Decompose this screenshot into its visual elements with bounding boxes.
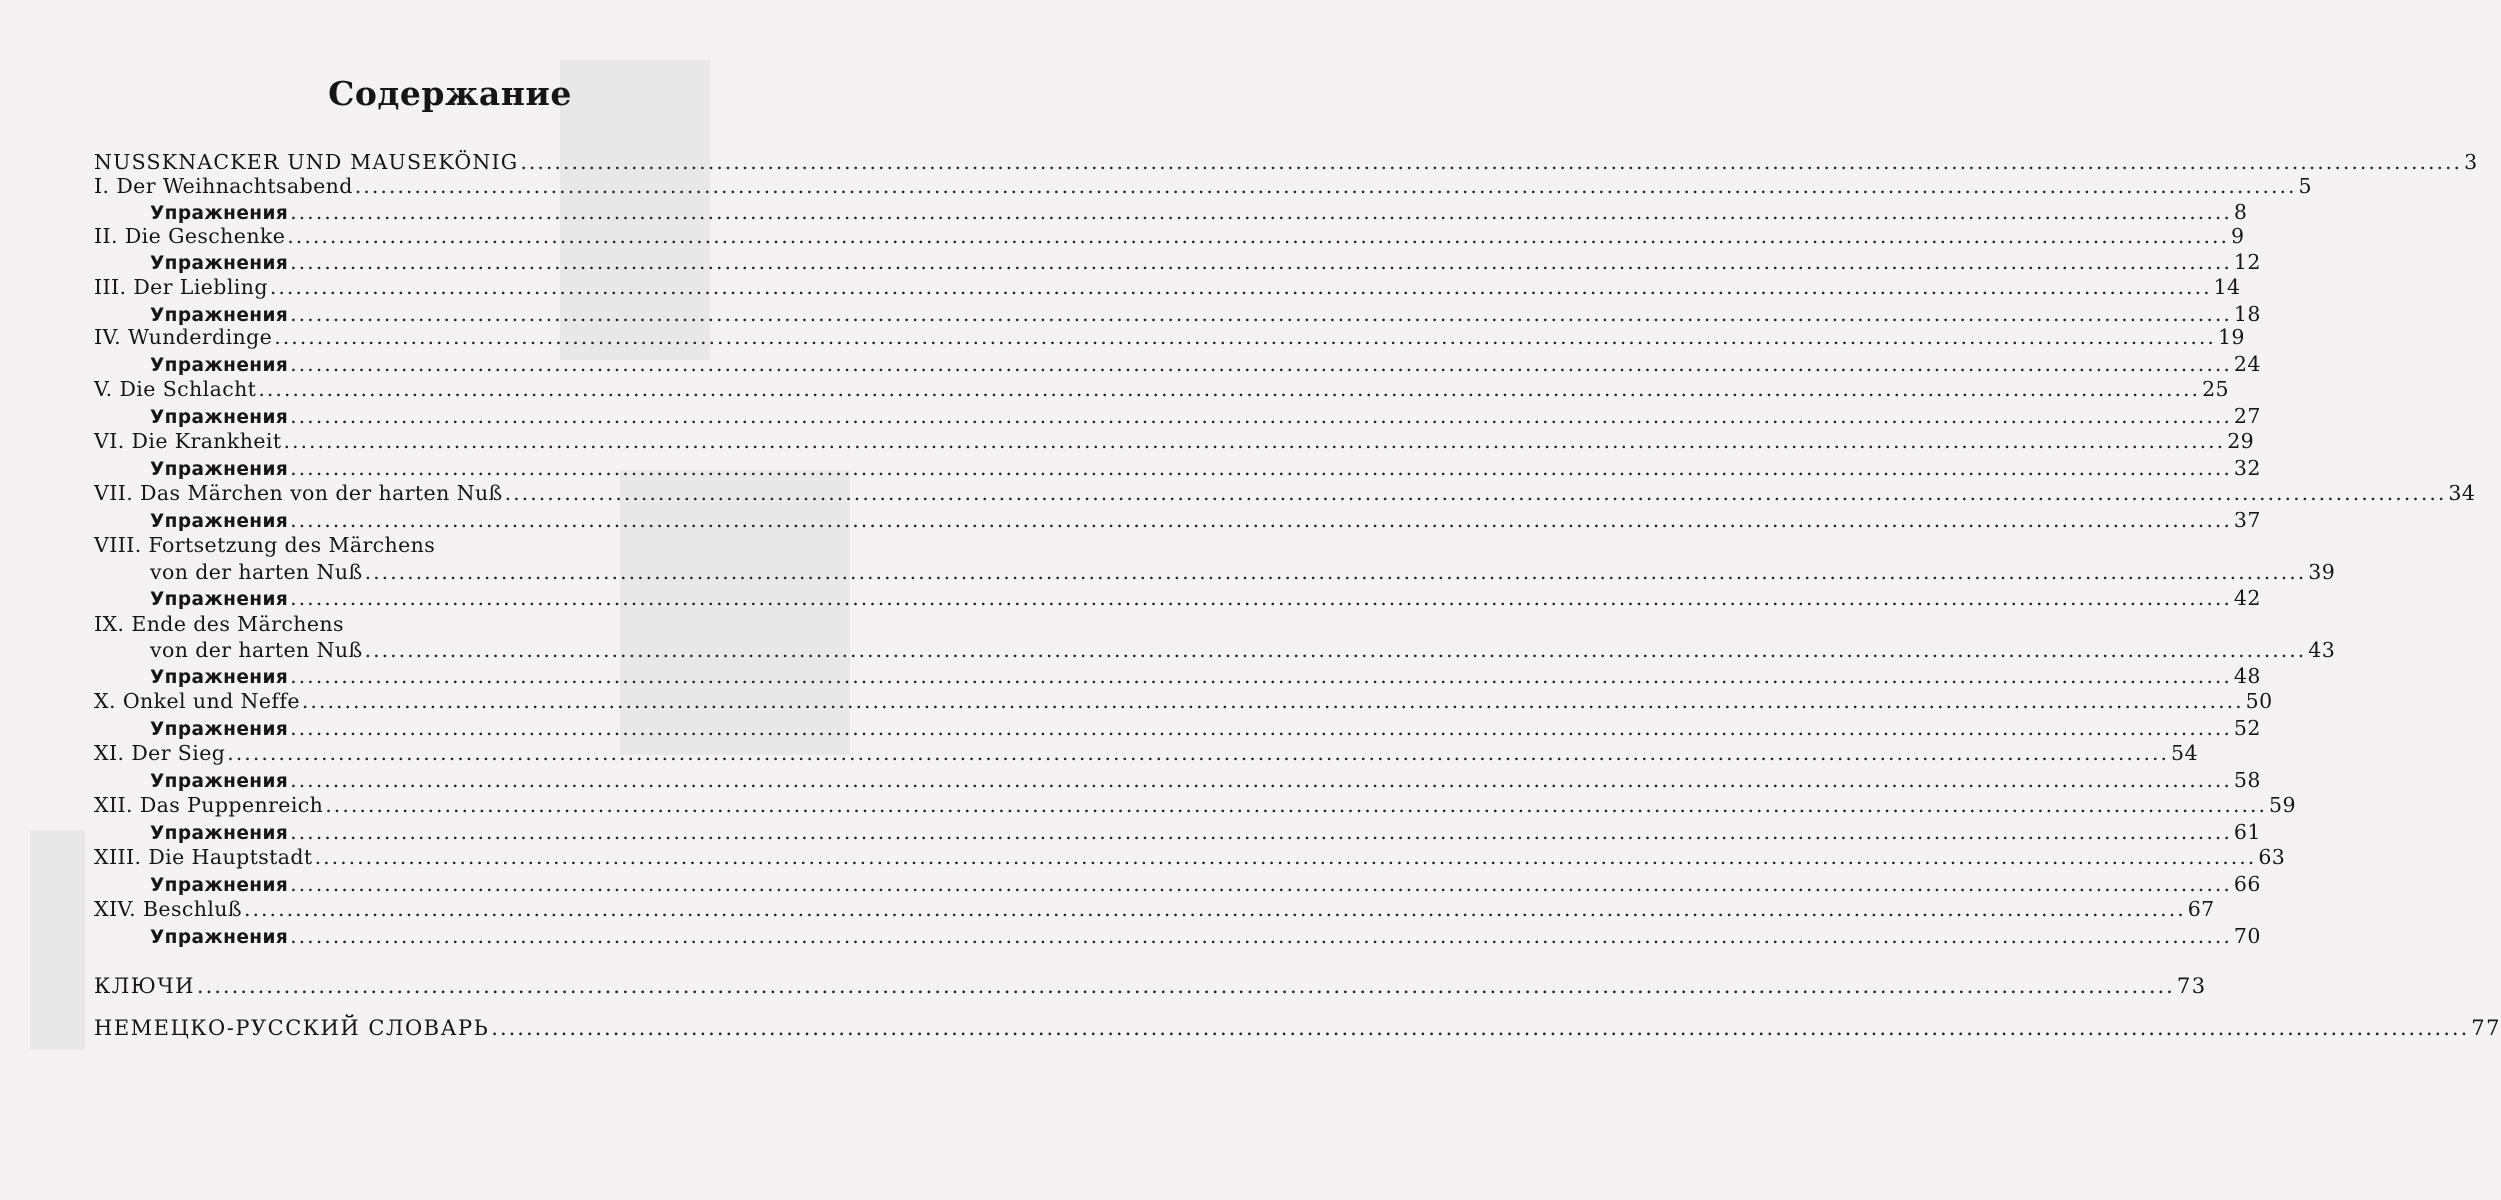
toc-entry[interactable] bbox=[94, 845, 2286, 869]
toc-entry[interactable] bbox=[150, 200, 2248, 224]
dot-leader: .................................................................................................................................................................................................................................... bbox=[196, 974, 2175, 998]
dot-leader: .................................................................................................................................................................................................................................... bbox=[290, 250, 2232, 274]
toc-entry-page-number: 8 bbox=[2233, 200, 2248, 224]
toc-entry[interactable] bbox=[94, 689, 2273, 713]
toc-entry[interactable] bbox=[150, 404, 2261, 428]
toc-entry-page-number: 18 bbox=[2233, 302, 2261, 326]
toc-entry[interactable] bbox=[94, 275, 2241, 299]
dot-leader: .................................................................................................................................................................................................................................... bbox=[290, 404, 2232, 428]
toc-entry[interactable] bbox=[94, 533, 724, 557]
toc-entry-label: Упражнения bbox=[150, 927, 289, 948]
toc-entry-label: Упражнения bbox=[150, 459, 289, 480]
toc-entry[interactable] bbox=[150, 560, 2336, 584]
toc-entry-label: Упражнения bbox=[150, 589, 289, 610]
toc-entry-page-number: 12 bbox=[2233, 250, 2261, 274]
toc-entry-page-number: 66 bbox=[2233, 872, 2261, 896]
toc-entry[interactable] bbox=[150, 586, 2261, 610]
toc-entry-page-number: 70 bbox=[2233, 924, 2261, 948]
toc-entry-page-number: 34 bbox=[2448, 481, 2476, 505]
toc-entry[interactable] bbox=[150, 302, 2261, 326]
toc-entry-label: НЕМЕЦКО-РУССКИЙ СЛОВАРЬ bbox=[94, 1016, 490, 1040]
toc-entry-label: III. Der Liebling bbox=[94, 275, 268, 299]
toc-entry[interactable] bbox=[150, 456, 2261, 480]
toc-entry-label: von der harten Nuß bbox=[150, 638, 363, 662]
dot-leader: .................................................................................................................................................................................................................................... bbox=[364, 560, 2307, 584]
dot-leader: .................................................................................................................................................................................................................................... bbox=[290, 200, 2232, 224]
dot-leader: .................................................................................................................................................................................................................................... bbox=[290, 456, 2232, 480]
toc-entry-page-number: 32 bbox=[2233, 456, 2261, 480]
toc-entry-label: X. Onkel und Neffe bbox=[94, 689, 300, 713]
toc-entry[interactable] bbox=[150, 352, 2261, 376]
toc-entry-label: Упражнения bbox=[150, 719, 289, 740]
toc-entry-label: NUSSKNACKER UND MAUSEKÖNIG bbox=[94, 150, 519, 174]
page-title: Содержание bbox=[328, 74, 572, 113]
toc-entry-page-number: 67 bbox=[2187, 897, 2215, 921]
dot-leader: .................................................................................................................................................................................................................................... bbox=[520, 150, 2463, 174]
toc-entry-label: Упражнения bbox=[150, 253, 289, 274]
dot-leader: .................................................................................................................................................................................................................................... bbox=[504, 481, 2447, 505]
dot-leader: .................................................................................................................................................................................................................................... bbox=[491, 1016, 2470, 1040]
toc-entry-page-number: 29 bbox=[2227, 429, 2255, 453]
toc-entry-page-number: 27 bbox=[2233, 404, 2261, 428]
toc-entry[interactable] bbox=[94, 612, 724, 636]
toc-entry-page-number: 50 bbox=[2245, 689, 2273, 713]
toc-entry-page-number: 24 bbox=[2233, 352, 2261, 376]
dot-leader: .................................................................................................................................................................................................................................... bbox=[287, 224, 2230, 248]
toc-entry-label: VIII. Fortsetzung des Märchens bbox=[94, 533, 436, 557]
toc-entry-page-number: 9 bbox=[2231, 224, 2245, 248]
dot-leader: .................................................................................................................................................................................................................................... bbox=[274, 325, 2216, 349]
toc-entry-label: Упражнения bbox=[150, 823, 289, 844]
toc-entry-label: von der harten Nuß bbox=[150, 560, 363, 584]
toc-entry-label: XII. Das Puppenreich bbox=[94, 793, 324, 817]
dot-leader: .................................................................................................................................................................................................................................... bbox=[290, 716, 2232, 740]
toc-entry-page-number: 54 bbox=[2171, 741, 2198, 765]
bleed-through-panel bbox=[30, 830, 85, 1050]
toc-entry[interactable] bbox=[94, 325, 2245, 349]
dot-leader: .................................................................................................................................................................................................................................... bbox=[325, 793, 2268, 817]
toc-entry-page-number: 59 bbox=[2269, 793, 2296, 817]
toc-entry-label: VI. Die Krankheit bbox=[94, 429, 282, 453]
toc-entry-page-number: 58 bbox=[2233, 768, 2261, 792]
toc-entry-label: I. Der Weihnachtsabend bbox=[94, 174, 353, 198]
dot-leader: .................................................................................................................................................................................................................................... bbox=[354, 174, 2297, 198]
toc-entry-page-number: 52 bbox=[2233, 716, 2261, 740]
toc-entry-label: XIII. Die Hauptstadt bbox=[94, 845, 313, 869]
toc-entry-label: Упражнения bbox=[150, 407, 289, 428]
toc-entry-page-number: 61 bbox=[2233, 820, 2261, 844]
dot-leader: .................................................................................................................................................................................................................................... bbox=[290, 768, 2232, 792]
toc-entry-page-number: 37 bbox=[2233, 508, 2261, 532]
toc-entry[interactable] bbox=[94, 897, 2215, 921]
toc-entry-page-number: 43 bbox=[2308, 638, 2336, 662]
toc-entry-label: V. Die Schlacht bbox=[94, 377, 257, 401]
toc-entry-label: Упражнения bbox=[150, 203, 289, 224]
toc-entry[interactable] bbox=[150, 638, 2336, 662]
toc-entry-label: Упражнения bbox=[150, 875, 289, 896]
toc-entry-label: VII. Das Märchen von der harten Nuß bbox=[94, 481, 503, 505]
toc-entry[interactable] bbox=[94, 150, 2478, 174]
toc-entry[interactable] bbox=[94, 741, 2198, 765]
toc-entry[interactable] bbox=[94, 793, 2296, 817]
dot-leader: .................................................................................................................................................................................................................................... bbox=[301, 689, 2244, 713]
toc-entry-page-number: 19 bbox=[2217, 325, 2245, 349]
toc-entry[interactable] bbox=[150, 820, 2261, 844]
toc-entry-page-number: 5 bbox=[2298, 174, 2312, 198]
toc-entry-label: Упражнения bbox=[150, 667, 289, 688]
toc-entry-label: Упражнения bbox=[150, 771, 289, 792]
dot-leader: .................................................................................................................................................................................................................................... bbox=[290, 872, 2232, 896]
toc-entry[interactable] bbox=[150, 250, 2261, 274]
toc-entry[interactable] bbox=[150, 716, 2261, 740]
toc-entry-label: Упражнения bbox=[150, 511, 289, 532]
toc-entry[interactable] bbox=[94, 224, 2245, 248]
toc-entry[interactable] bbox=[150, 664, 2261, 688]
toc-entry-page-number: 77 bbox=[2471, 1016, 2501, 1040]
toc-entry[interactable] bbox=[94, 1016, 2501, 1040]
toc-entry-page-number: 73 bbox=[2176, 974, 2207, 998]
toc-entry-page-number: 3 bbox=[2464, 150, 2478, 174]
dot-leader: .................................................................................................................................................................................................................................... bbox=[290, 352, 2232, 376]
toc-entry-page-number: 63 bbox=[2258, 845, 2286, 869]
dot-leader: .................................................................................................................................................................................................................................... bbox=[290, 664, 2232, 688]
toc-entry[interactable] bbox=[150, 924, 2261, 948]
toc-entry-label: IX. Ende des Märchens bbox=[94, 612, 344, 636]
dot-leader: .................................................................................................................................................................................................................................... bbox=[258, 377, 2201, 401]
toc-entry-label: II. Die Geschenke bbox=[94, 224, 286, 248]
dot-leader: .................................................................................................................................................................................................................................... bbox=[269, 275, 2212, 299]
toc-entry-label: КЛЮЧИ bbox=[94, 974, 195, 998]
toc-entry[interactable] bbox=[94, 174, 2312, 198]
toc-entry[interactable] bbox=[150, 508, 2261, 532]
toc-entry-page-number: 48 bbox=[2233, 664, 2261, 688]
toc-entry[interactable] bbox=[94, 377, 2229, 401]
dot-leader: .................................................................................................................................................................................................................................... bbox=[364, 638, 2307, 662]
toc-entry[interactable] bbox=[94, 974, 2207, 998]
toc-entry-page-number: 39 bbox=[2308, 560, 2336, 584]
toc-entry-label: XI. Der Sieg bbox=[94, 741, 226, 765]
dot-leader: .................................................................................................................................................................................................................................... bbox=[290, 302, 2232, 326]
toc-entry[interactable] bbox=[94, 429, 2255, 453]
toc-entry-page-number: 42 bbox=[2233, 586, 2261, 610]
toc-entry-label: Упражнения bbox=[150, 355, 289, 376]
dot-leader: .................................................................................................................................................................................................................................... bbox=[227, 741, 2169, 765]
dot-leader: .................................................................................................................................................................................................................................... bbox=[290, 586, 2232, 610]
toc-entry-label: Упражнения bbox=[150, 305, 289, 326]
toc-entry-page-number: 25 bbox=[2202, 377, 2229, 401]
toc-entry[interactable] bbox=[150, 768, 2261, 792]
dot-leader: .................................................................................................................................................................................................................................... bbox=[290, 820, 2232, 844]
dot-leader: .................................................................................................................................................................................................................................... bbox=[244, 897, 2186, 921]
dot-leader: .................................................................................................................................................................................................................................... bbox=[290, 508, 2232, 532]
toc-entry-page-number: 14 bbox=[2213, 275, 2241, 299]
toc-entry[interactable] bbox=[150, 872, 2261, 896]
dot-leader: .................................................................................................................................................................................................................................... bbox=[283, 429, 2226, 453]
toc-entry-label: IV. Wunderdinge bbox=[94, 325, 273, 349]
toc-entry-label: XIV. Beschluß bbox=[94, 897, 242, 921]
dot-leader: .................................................................................................................................................................................................................................... bbox=[314, 845, 2257, 869]
toc-entry[interactable] bbox=[94, 481, 2476, 505]
dot-leader: .................................................................................................................................................................................................................................... bbox=[290, 924, 2232, 948]
